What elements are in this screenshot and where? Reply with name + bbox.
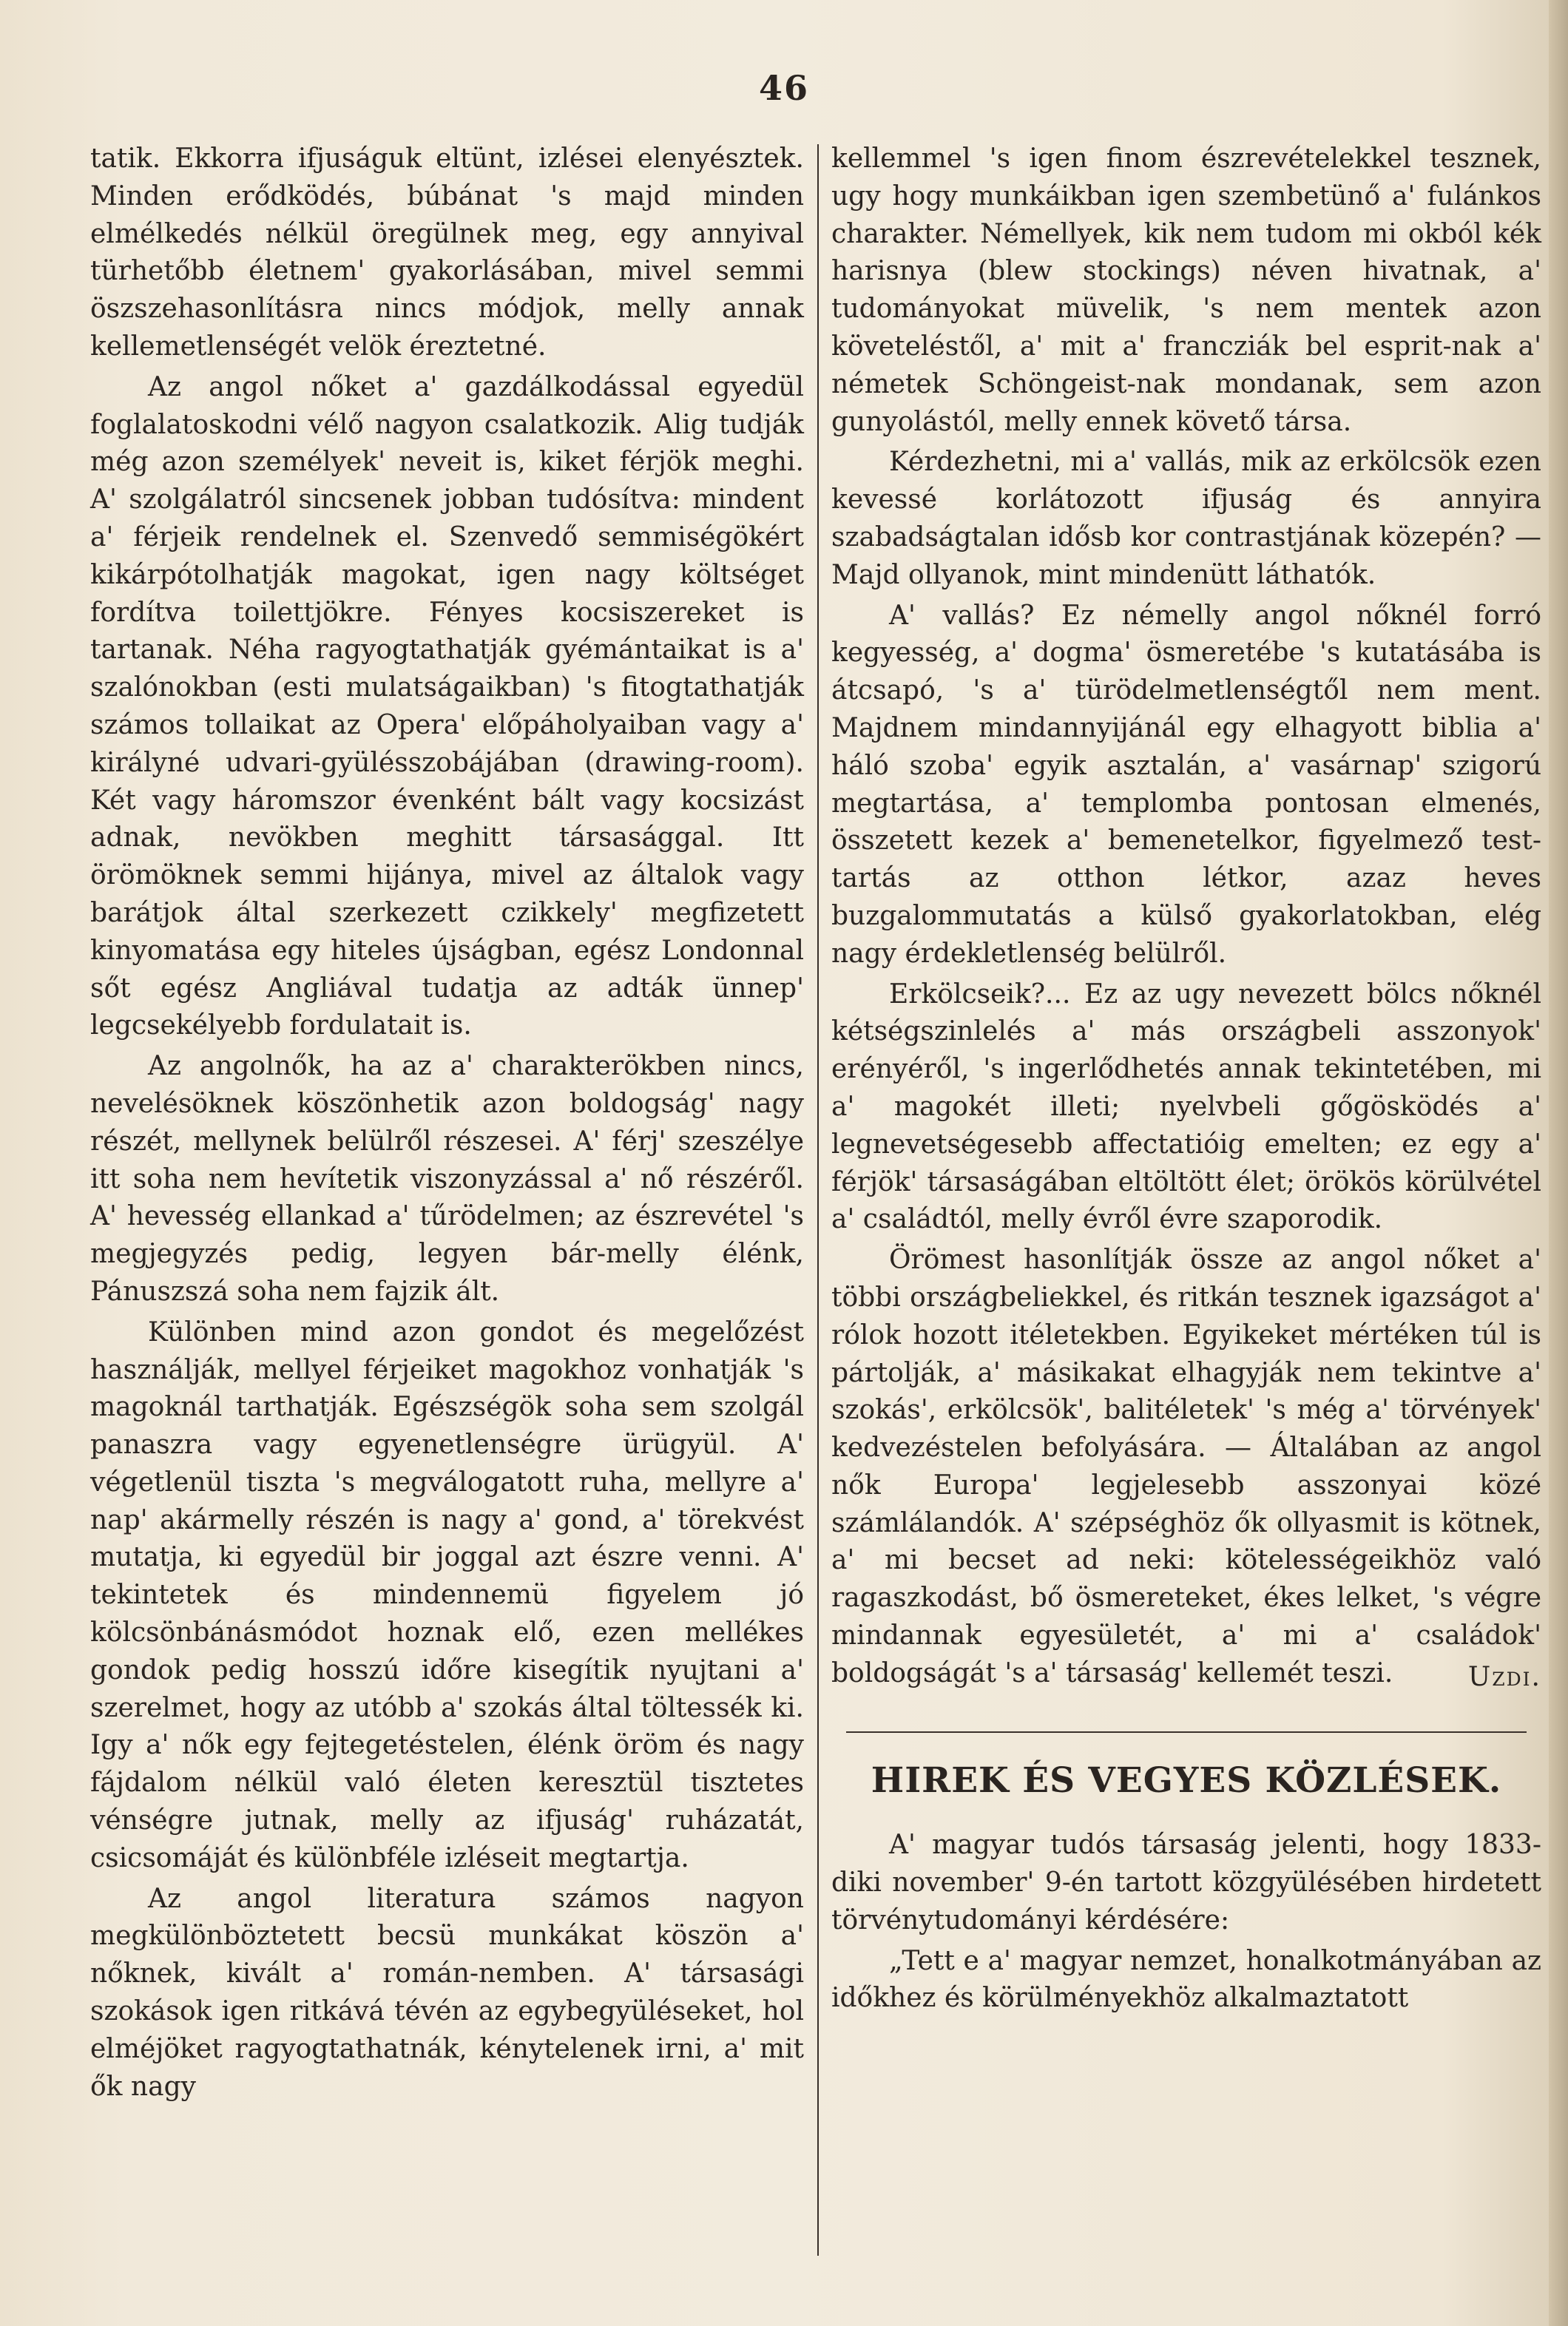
news-paragraph: „Tett e a' magyar nemzet, honalkotmányában az időkhez és körülményekhöz alkalmaztatott	[831, 1945, 1541, 2014]
section-rule	[846, 1731, 1527, 1733]
right-column	[831, 141, 1541, 2021]
paragraph: Örömest hasonlítják össze az angol nőket a' többi országbeliekkel, és ritkán tesznek igazságot a' rólok hozott itéletekben. Egyikeket mértéken túl is pártolják, a' másikakat elhagyják nem tekintve a' szokás', erkölcsök', balitéletek' 's még a' törvények' kedvezéstelen befolyására. — Általában az angol nők Europa' legjelesebb asszonyai közé számlálandók. A' szépséghöz ők ollyasmit is kötnek, a' mi becset ad neki: kötelességeikhöz való ragaszkodást, bő ösmereteket, ékes lelket, 's végre mindannak egyesületét, a' mi a' családok' boldogságát 's a' társaság' kellemét teszi.	[831, 1245, 1541, 1688]
page-edge	[1549, 0, 1568, 2326]
paragraph: Kérdezhetni, mi a' vallás, mik az erkölcsök ezen kevessé korlátozott ifjuság és annyira szabadságtalan idősb kor contrastjának közepén? — Majd ollyanok, mint mindenütt láthatók.	[831, 447, 1541, 590]
left-column	[90, 141, 804, 2109]
paragraph: Az angol nőket a' gazdálkodással egyedül foglalatoskodni vélő nagyon csalatkozik. Alig tudják még azon személyek' neveit is, kiket férjök meghi. A' szolgálatról sincsenek jobban tudósítva: mindent a' férjeik rendelnek el. Szenvedő semmiségökért kikárpótolhatják magokat, igen nagy költséget fordítva toilettjökre. Fényes kocsiszereket is tartanak. Néha ragyogtathatják gyémántaikat is a' szalónokban (esti mulatságaikban) 's fitogtathatják számos tollaikat az Opera' előpáholyaiban vagy a' királyné udvari-gyülésszobájában (drawing-room). Két vagy háromszor évenként bált vagy kocsizást adnak, nevökben meghitt társasággal. Itt örömöknek semmi hijánya, mivel az általok vagy barátjok által szerkezett czikkely' megfizetett kinyomatása egy hiteles újságban, egész Londonnal sőt egész Angliával tudatja az adták ünnep' legcsekélyebb fordulatait is.	[90, 371, 804, 1041]
paragraph: Az angolnők, ha az a' charakterökben nincs, nevelésöknek köszönhetik azon boldogság' nagy részét, mellynek belülről részesei. A' férj' szeszélye itt soha nem hevítetik viszonyzással a' nő részéről. A' hevesség ellankad a' tűrödelmen; az észrevétel 's megjegyzés pedig, legyen bár-melly élénk, Pánuszszá soha nem fajzik ált.	[90, 1051, 804, 1307]
paragraph: Az angol literatura számos nagyon megkülönböztetett becsü munkákat köszön a' nőknek, kivált a' román-nemben. A' társasági szokások igen ritkává tévén az egybegyüléseket, hol elméjöket ragyogtathatnák, kénytelenek irni, a' mit ők nagy	[90, 1883, 804, 2102]
section-heading: HIREK ÉS VEGYES KÖZLÉSEK.	[871, 1760, 1502, 1802]
paragraph: Különben mind azon gondot és megelőzést használják, mellyel férjeiket magokhoz vonhatják 's magoknál tarthatják. Egészségök soha sem szolgál panaszra vagy egyenetlenségre ürügyül. A' végetlenül tiszta 's megválogatott ruha, mellyre a' nap' akármelly részén is nagy a' gond, a' törekvést mutatja, ki egyedül bir joggal azt észre venni. A' tekintetek és mindennemü figyelem jó kölcsönbánásmódot hoznak elő, ezen mellékes gondok pedig hosszú időre kisegítik nyujtani a' szerelmet, hogy az utóbb a' szokás által töltessék ki. Igy a' nők egy fejtegetéstelen, élénk öröm és nagy fájdalom nélkül való életen keresztül tisztetes vénségre jutnak, melly az ifjuság' ruházatát, csicsomáját és különbféle izléseit megtartja.	[90, 1316, 804, 1873]
page-number: 46	[758, 68, 809, 108]
paragraph: kellemmel 's igen finom észrevételekkel tesznek, ugy hogy munkáikban igen szembetünő a' fulánkos charakter. Némellyek, kik nem tudom mi okból kék harisnya (blew stockings) néven hivatnak, a' tudományokat müvelik, 's nem mentek azon követeléstől, a' mit a' francziák bel esprit-nak a' németek Schöngeist-nak mondanak, sem azon gunyolástól, melly ennek követő társa.	[831, 143, 1541, 437]
paragraph: A' vallás? Ez némelly angol nőknél forró kegyesség, a' dogma' ösmeretébe 's kutatásába is átcsapó, 's a' türödelmetlenségtől nem ment. Majdnem mindannyijánál egy elhagyott biblia a' háló szoba' egyik asztalán, a' vasárnap' szigorú megtartása, a' templomba pontosan elmenés, összetett kezek a' bemenetelkor, figyelmező test-tartás az otthon létkor, azaz heves buzgalommutatás a külső gyakorlatokban, elég nagy érdekletlenség belülről.	[831, 600, 1541, 969]
paragraph: Erkölcseik?... Ez az ugy nevezett bölcs nőknél kétségszinlelés a' más országbeli asszonyok' erényéről, 's ingerlődhetés annak tekintetében, mi a' magokét illeti; nyelvbeli gőgösködés a' legnevetségesebb affectatióig emelten; ez egy a' férjök' társaságában eltöltött élet; örökös körülvétel a' családtól, melly évről évre szaporodik.	[831, 978, 1541, 1235]
author-signature: Uzdi.	[1467, 1661, 1541, 1692]
paragraph: tatik. Ekkorra ifjuságuk eltünt, izlései elenyésztek. Minden erődködés, búbánat 's majd minden elmélkedés nélkül öregülnek meg, egy annyival türhetőbb életnem' gyakorlásában, mivel semmi öszszehasonlításra nincs módjok, melly annak kellemetlenségét velök éreztetné.	[90, 143, 804, 362]
news-paragraph: A' magyar tudós társaság jelenti, hogy 1833-diki november' 9-én tartott közgyülésében hirdetett törvénytudományi kérdésére:	[831, 1830, 1541, 1935]
column-divider	[817, 144, 819, 2256]
